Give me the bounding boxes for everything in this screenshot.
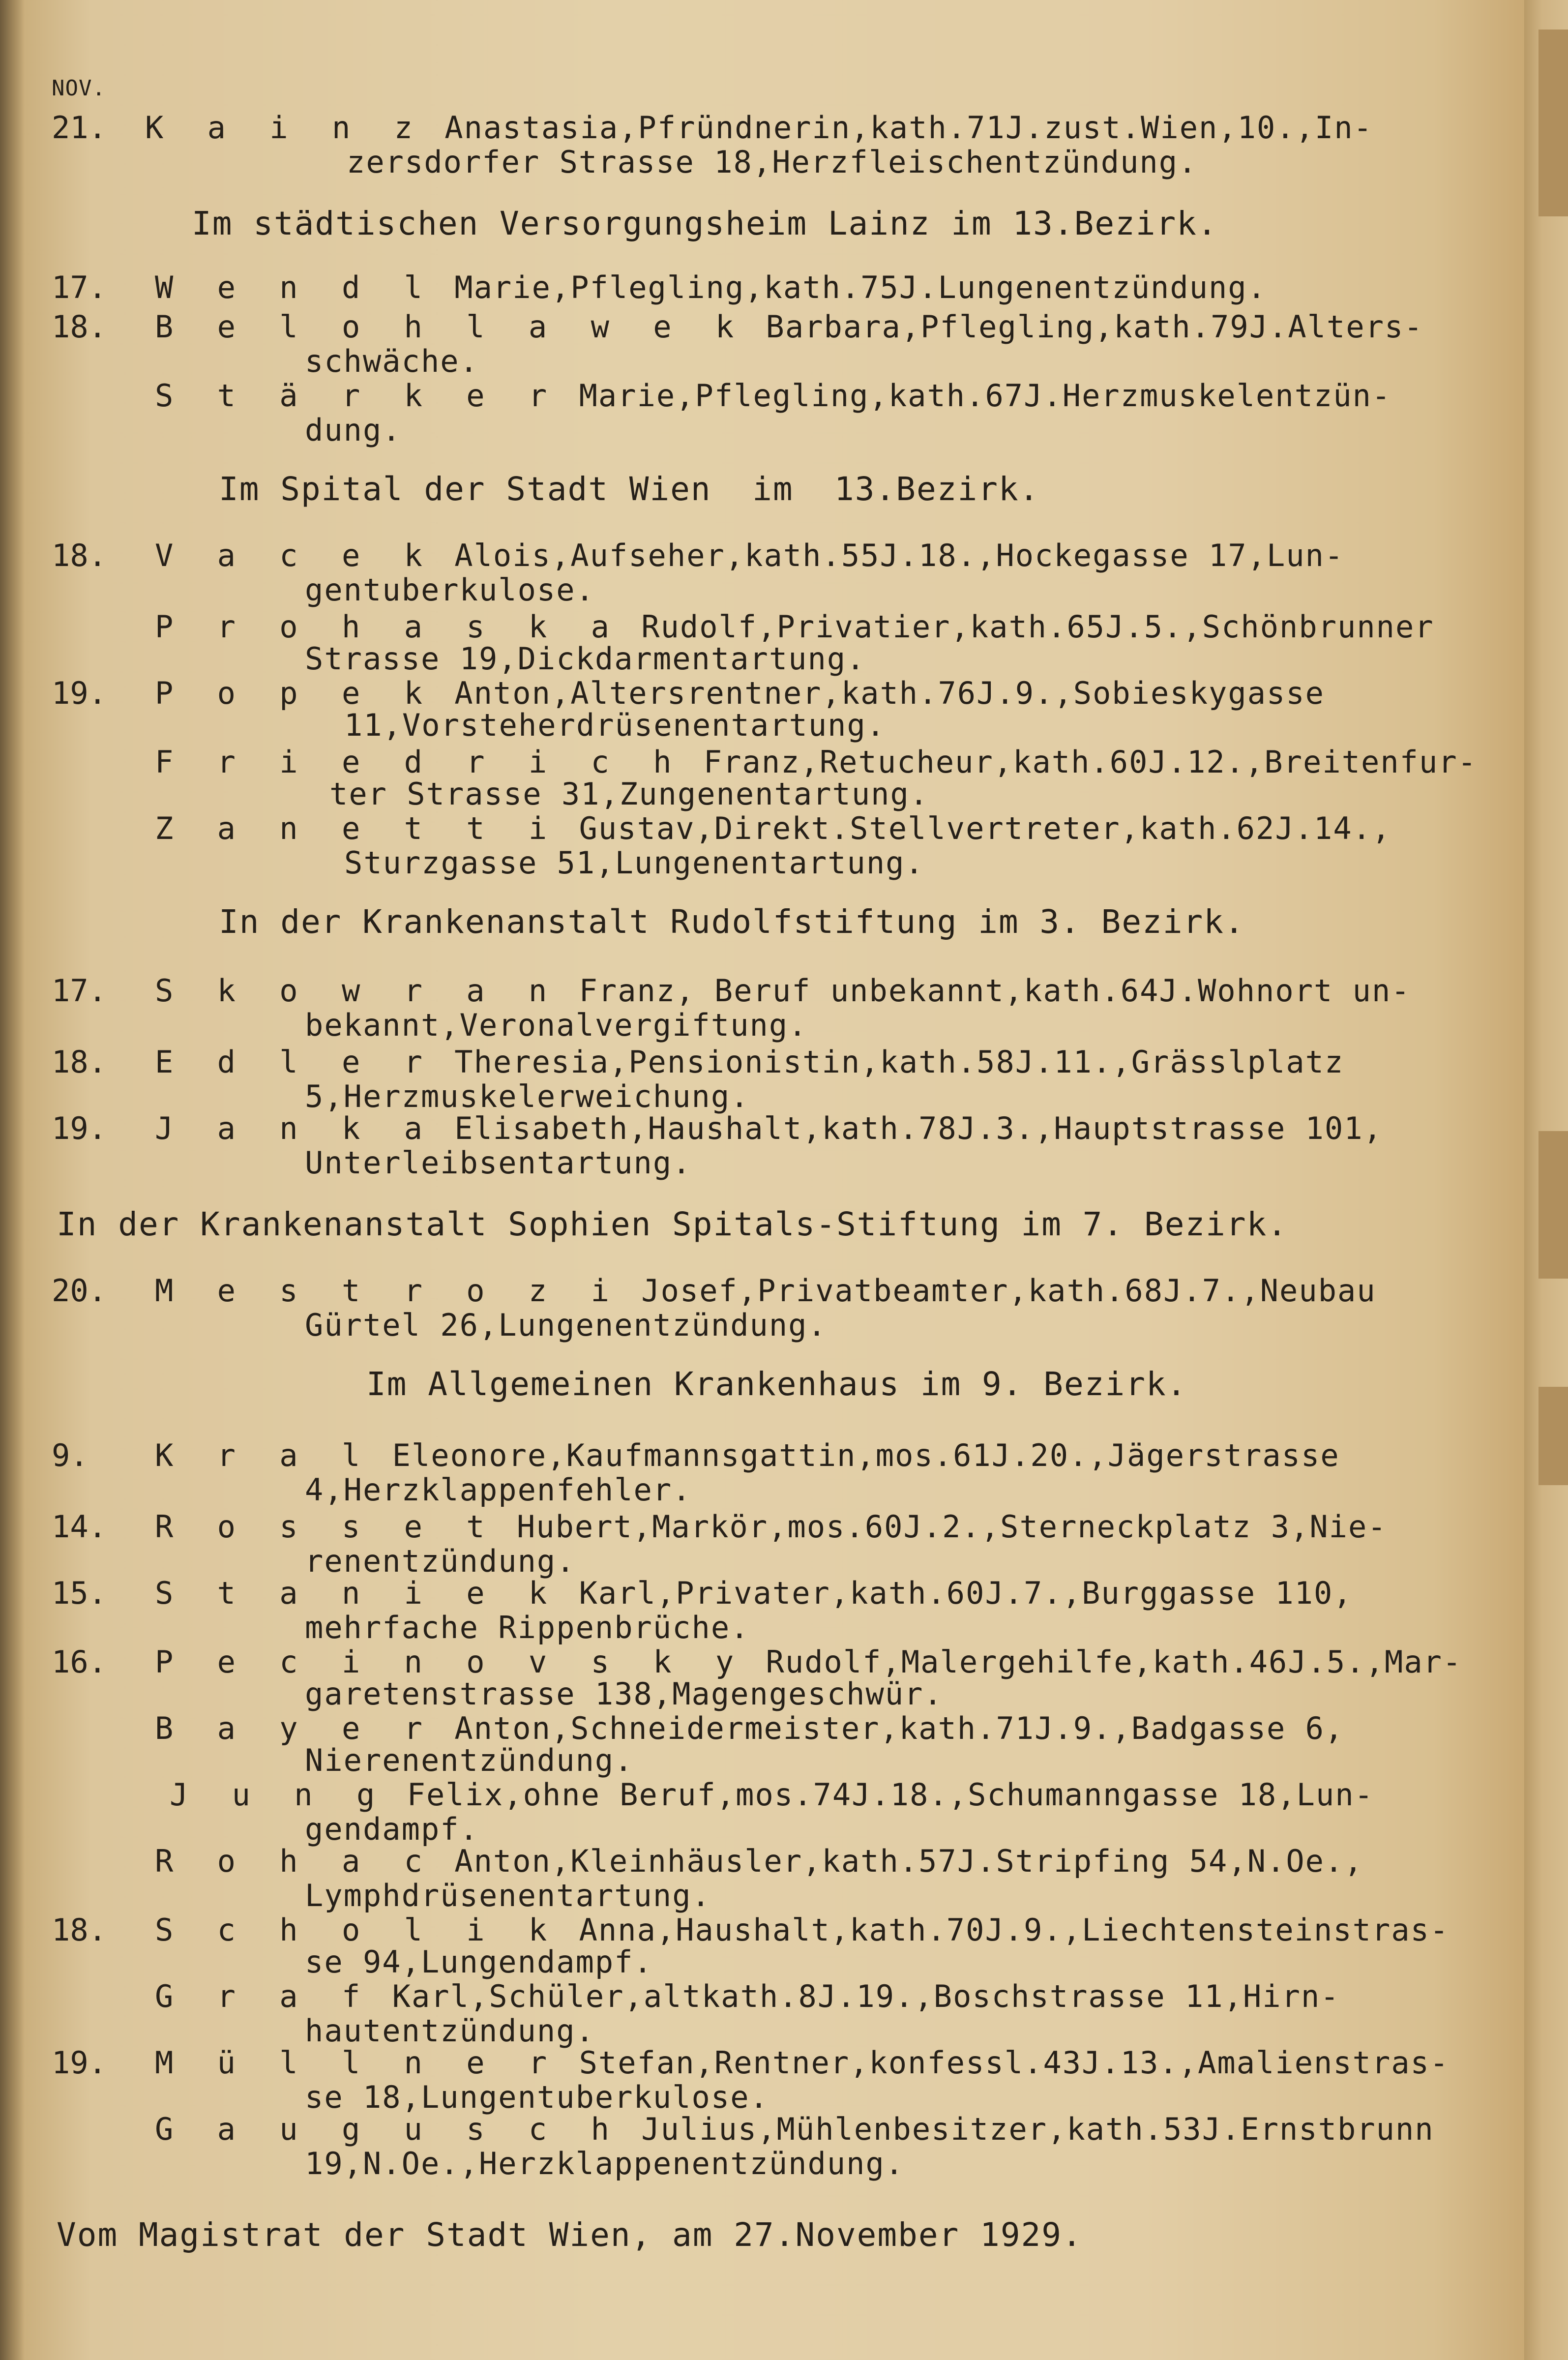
day-number: 18. bbox=[52, 309, 107, 345]
entry-text: Karl,Schüler,altkath.8J.19.,Boschstrasse 11,Hirn- bbox=[392, 1978, 1340, 2014]
day-number: 14. bbox=[52, 1509, 107, 1545]
entry-line: Sturzgasse 51,Lungenentartung. bbox=[344, 845, 924, 881]
day-number: 19. bbox=[52, 1110, 107, 1146]
surname: B e l o h l a w e k bbox=[155, 309, 747, 345]
surname: R o h a c bbox=[155, 1843, 435, 1879]
entry-line: 5,Herzmuskelerweichung. bbox=[305, 1078, 750, 1114]
day-number: 17. bbox=[52, 973, 107, 1009]
day-number: 17. bbox=[52, 269, 107, 305]
surname: M e s t r o z i bbox=[155, 1273, 622, 1309]
surname: R o s s e t bbox=[155, 1509, 498, 1545]
entry-line: Strasse 19,Dickdarmentartung. bbox=[305, 641, 866, 677]
entry-line: zersdorfer Strasse 18,Herzfleischentzündung. bbox=[347, 144, 1198, 180]
entry-text: Barbara,Pflegling,kath.79J.Alters- bbox=[766, 309, 1423, 345]
entry-text: Marie,Pflegling,kath.67J.Herzmuskelentzün- bbox=[579, 378, 1391, 414]
entry-line: Lymphdrüsenentartung. bbox=[305, 1878, 711, 1913]
day-number: 21. bbox=[52, 110, 107, 146]
entry-text: Eleonore,Kaufmannsgattin,mos.61J.20.,Jägerstrasse bbox=[392, 1437, 1340, 1473]
entry-line bbox=[155, 2110, 1434, 2149]
day-number: 20. bbox=[52, 1273, 107, 1309]
entry-line: bekannt,Veronalvergiftung. bbox=[305, 1007, 808, 1043]
section-heading: Im Allgemeinen Krankenhaus im 9. Bezirk. bbox=[366, 1365, 1187, 1403]
surname: J a n k a bbox=[155, 1110, 435, 1146]
surname: K a i n z bbox=[145, 110, 425, 146]
month-label: NOV. bbox=[52, 76, 106, 101]
surname: F r i e d r i c h bbox=[155, 744, 684, 780]
entry-line bbox=[155, 1109, 1383, 1148]
entry-line: se 94,Lungendampf. bbox=[305, 1944, 653, 1980]
entry-line: renentzündung. bbox=[305, 1543, 576, 1579]
surname: S c h o l i k bbox=[155, 1912, 560, 1948]
entry-line: gendampf. bbox=[305, 1811, 479, 1847]
surname: K r a l bbox=[155, 1437, 373, 1473]
surname: J u n g bbox=[170, 1777, 388, 1813]
entry-text: Karl,Privater,kath.60J.7.,Burggasse 110, bbox=[579, 1575, 1353, 1611]
entry-line: se 18,Lungentuberkulose. bbox=[305, 2079, 769, 2115]
section-heading: Im städtischen Versorgungsheim Lainz im 13.Bezirk. bbox=[192, 205, 1218, 242]
entry-line: gentuberkulose. bbox=[305, 572, 595, 608]
entry-line bbox=[155, 536, 1344, 575]
entry-line bbox=[155, 1574, 1353, 1613]
entry-text: Alois,Aufseher,kath.55J.18.,Hockegasse 17,Lun- bbox=[454, 538, 1344, 573]
surname: S k o w r a n bbox=[155, 973, 560, 1009]
day-number: 18. bbox=[52, 1044, 107, 1080]
entry-line: dung. bbox=[305, 412, 402, 448]
entry-line: hautentzündung. bbox=[305, 2013, 595, 2049]
entry-line: mehrfache Rippenbrüche. bbox=[305, 1610, 750, 1645]
surname: G r a f bbox=[155, 1978, 373, 2014]
entry-line bbox=[155, 809, 1391, 848]
surname: V a c e k bbox=[155, 538, 435, 573]
surname: E d l e r bbox=[155, 1044, 435, 1080]
day-number: 9. bbox=[52, 1437, 89, 1473]
entry-text: Anton,Schneidermeister,kath.71J.9.,Badgasse 6, bbox=[454, 1710, 1344, 1746]
surname: Z a n e t t i bbox=[155, 810, 560, 846]
entry-text: Anastasia,Pfründnerin,kath.71J.zust.Wien,10.,In- bbox=[444, 110, 1373, 146]
entry-text: Rudolf,Malergehilfe,kath.46J.5.,Mar- bbox=[766, 1644, 1462, 1680]
entry-text: Theresia,Pensionistin,kath.58J.11.,Grässlplatz bbox=[454, 1044, 1344, 1080]
entry-line bbox=[145, 108, 1373, 148]
day-number: 18. bbox=[52, 538, 107, 573]
entry-line bbox=[155, 1977, 1340, 2016]
entry-text: Anton,Altersrentner,kath.76J.9.,Sobieskygasse bbox=[454, 675, 1325, 711]
page-tab bbox=[1538, 30, 1568, 216]
surname: S t ä r k e r bbox=[155, 378, 560, 414]
entry-text: Julius,Mühlenbesitzer,kath.53J.Ernstbrunn bbox=[641, 2111, 1434, 2147]
entry-line bbox=[155, 1842, 1363, 1881]
surname: P o p e k bbox=[155, 675, 435, 711]
entry-line bbox=[170, 1775, 1374, 1815]
entry-line bbox=[155, 971, 1411, 1011]
footer-signature-line: Vom Magistrat der Stadt Wien, am 27.November 1929. bbox=[57, 2216, 1083, 2254]
section-heading: Im Spital der Stadt Wien im 13.Bezirk. bbox=[219, 470, 1040, 508]
surname: W e n d l bbox=[155, 269, 435, 305]
entry-line bbox=[155, 376, 1391, 416]
entry-line bbox=[155, 268, 1267, 307]
entry-text: Josef,Privatbeamter,kath.68J.7.,Neubau bbox=[641, 1273, 1376, 1309]
entry-line: 19,N.Oe.,Herzklappenentzündung. bbox=[305, 2146, 905, 2181]
day-number: 18. bbox=[52, 1912, 107, 1948]
day-number: 19. bbox=[52, 675, 107, 711]
day-number: 16. bbox=[52, 1644, 107, 1680]
page-tab bbox=[1538, 1387, 1568, 1485]
entry-text: Stefan,Rentner,konfessl.43J.13.,Amalienstras- bbox=[579, 2045, 1450, 2081]
surname: S t a n i e k bbox=[155, 1575, 560, 1611]
surname: B a y e r bbox=[155, 1710, 435, 1746]
entry-text: Anna,Haushalt,kath.70J.9.,Liechtensteinstras- bbox=[579, 1912, 1450, 1948]
entry-line: Nierenentzündung. bbox=[305, 1742, 634, 1778]
entry-line bbox=[155, 1436, 1340, 1475]
surname: G a u g u s c h bbox=[155, 2111, 622, 2147]
entry-text: Hubert,Markör,mos.60J.2.,Sterneckplatz 3,Nie- bbox=[516, 1509, 1387, 1545]
entry-line: Unterleibsentartung. bbox=[305, 1145, 692, 1181]
entry-text: Gustav,Direkt.Stellvertreter,kath.62J.14., bbox=[579, 810, 1391, 846]
entry-text: Marie,Pflegling,kath.75J.Lungenentzündung. bbox=[454, 269, 1267, 305]
entry-text: Rudolf,Privatier,kath.65J.5.,Schönbrunner bbox=[641, 609, 1434, 645]
entry-line bbox=[155, 1507, 1387, 1547]
entry-text: Felix,ohne Beruf,mos.74J.18.,Schumanngasse 18,Lun- bbox=[407, 1777, 1374, 1813]
surname: P r o h a s k a bbox=[155, 609, 622, 645]
entry-text: Anton,Kleinhäusler,kath.57J.Stripfing 54,N.Oe., bbox=[454, 1843, 1363, 1879]
entry-line: garetenstrasse 138,Magengeschwür. bbox=[305, 1676, 943, 1712]
entry-line bbox=[155, 307, 1423, 347]
section-heading: In der Krankenanstalt Rudolfstiftung im 3. Bezirk. bbox=[219, 903, 1245, 941]
entry-line: 4,Herzklappenfehler. bbox=[305, 1472, 692, 1508]
day-number: 19. bbox=[52, 2045, 107, 2081]
page-tab bbox=[1538, 1131, 1568, 1279]
entry-line bbox=[155, 1043, 1344, 1082]
entry-line: Gürtel 26,Lungenentzündung. bbox=[305, 1307, 827, 1343]
entry-line: 11,Vorsteherdrüsenentartung. bbox=[344, 707, 886, 743]
entry-line bbox=[155, 2043, 1449, 2083]
entry-text: Franz, Beruf unbekannt,kath.64J.Wohnort un- bbox=[579, 973, 1411, 1009]
entry-line: schwäche. bbox=[305, 343, 479, 379]
surname: M ü l l n e r bbox=[155, 2045, 560, 2081]
entry-text: Elisabeth,Haushalt,kath.78J.3.,Hauptstrasse 101, bbox=[454, 1110, 1383, 1146]
entry-line: ter Strasse 31,Zungenentartung. bbox=[329, 776, 929, 812]
entry-line bbox=[155, 1271, 1376, 1311]
section-heading: In der Krankenanstalt Sophien Spitals-Stiftung im 7. Bezirk. bbox=[57, 1205, 1288, 1243]
entry-text: Franz,Retucheur,kath.60J.12.,Breitenfur- bbox=[703, 744, 1477, 780]
surname: P e c i n o v s k y bbox=[155, 1644, 747, 1680]
day-number: 15. bbox=[52, 1575, 107, 1611]
